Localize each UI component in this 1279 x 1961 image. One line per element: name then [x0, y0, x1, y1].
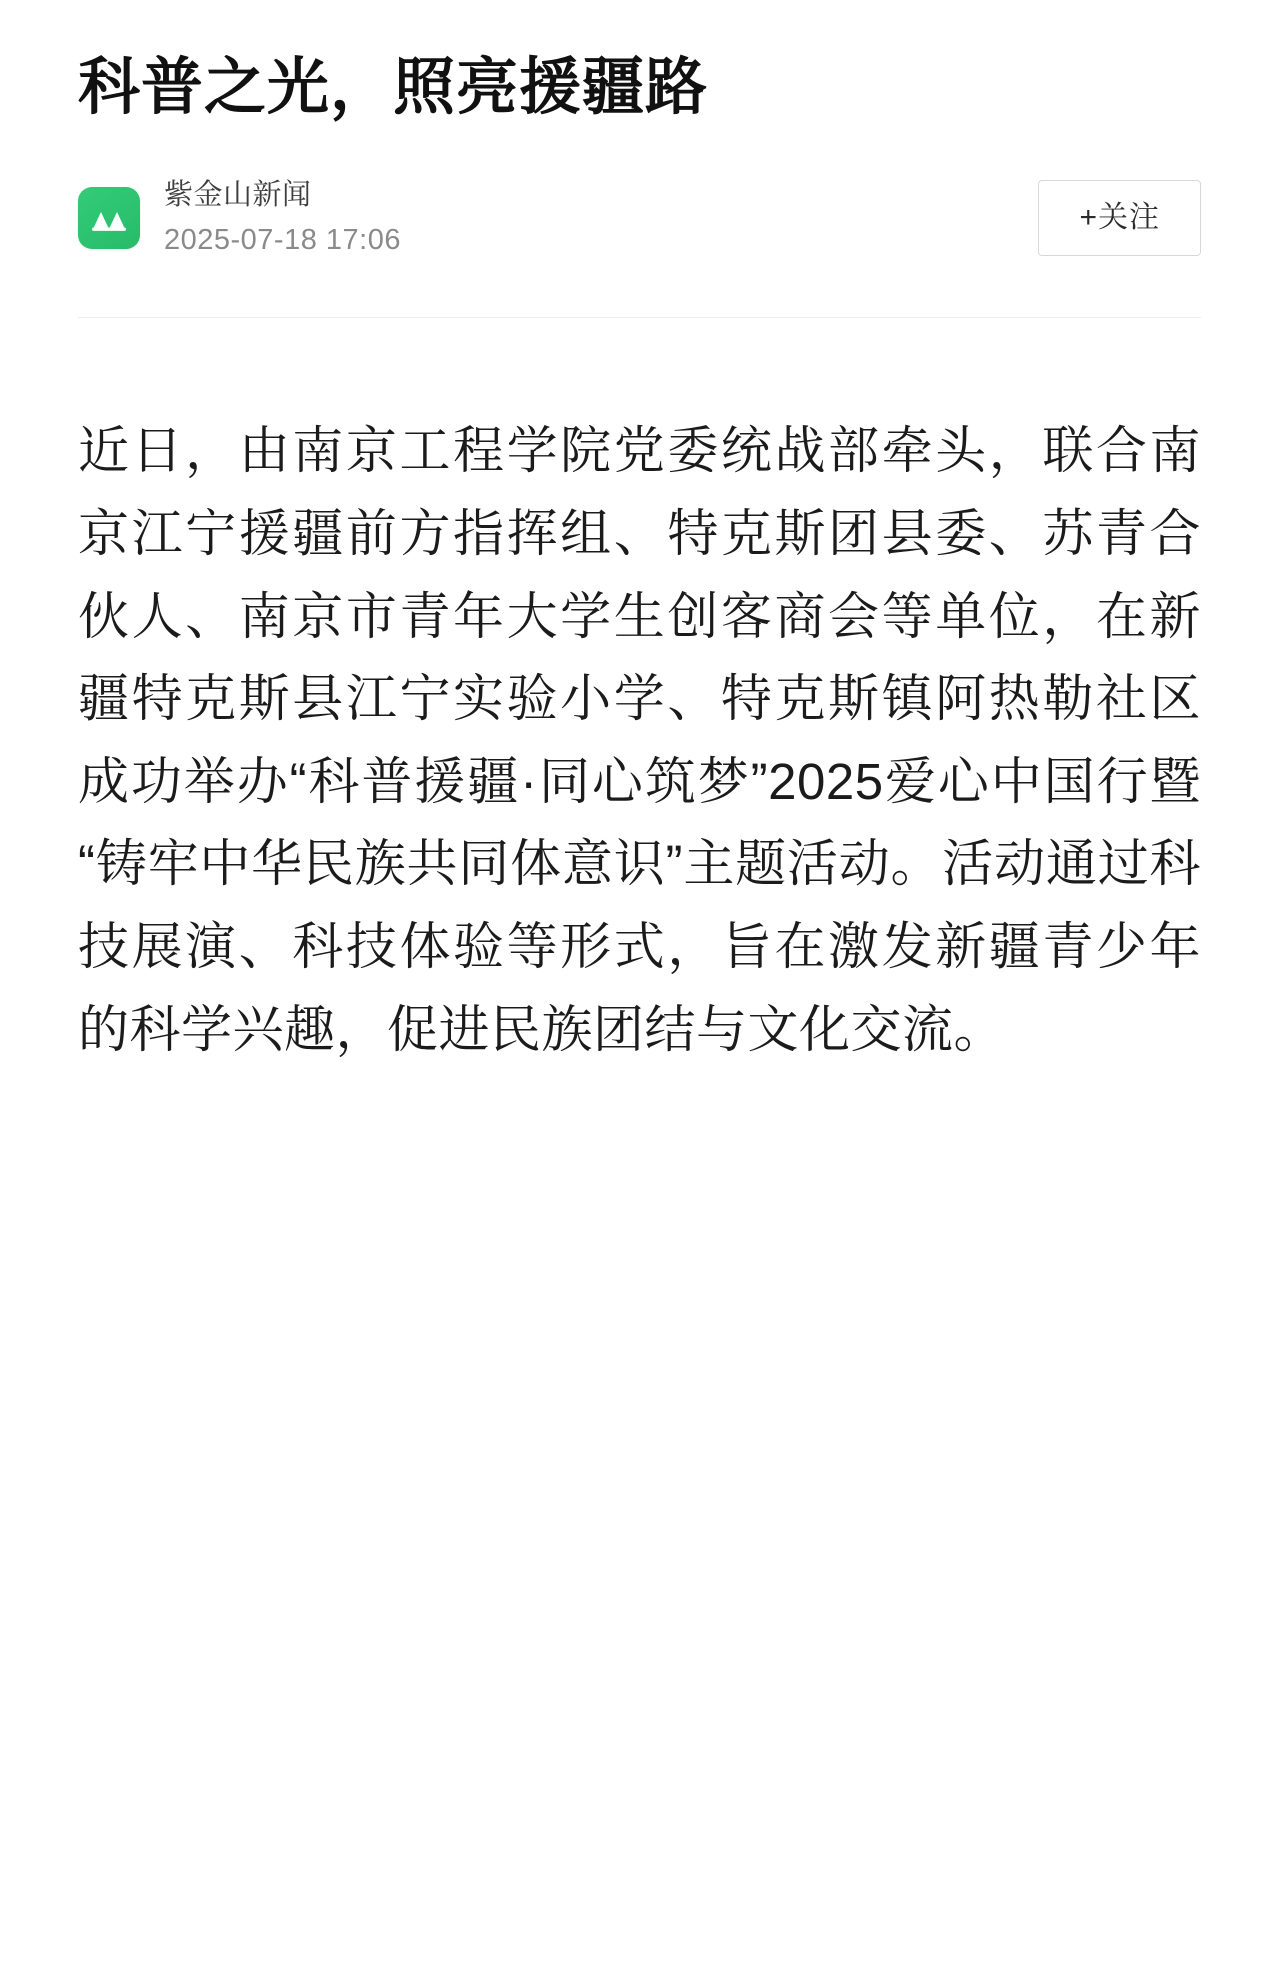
page-title: 科普之光，照亮援疆路 [78, 53, 709, 122]
source-name[interactable]: 紫金山新闻 [164, 179, 312, 212]
avatar[interactable] [78, 187, 140, 249]
byline-text [164, 176, 1018, 260]
article-body [78, 318, 1201, 1071]
follow-button[interactable]: +关注 [1038, 180, 1201, 256]
article-paragraph: 近日，由南京工程学院党委统战部牵头，联合南京江宁援疆前方指挥组、特克斯团县委、苏青合伙人、南京市青年大学生创客商会等单位，在新疆特克斯县江宁实验小学、特克斯镇阿热勒社区成功举办“科普援疆·同心筑梦”2025爱心中国行暨“铸牢中华民族共同体意识”主题活动。活动通过科技展演、科技体验等形式，旨在激发新疆青少年的科学兴趣，促进民族团结与文化交流。 [78, 422, 1201, 1058]
mountain-logo-icon [90, 203, 128, 233]
timestamp: 2025-07-18 17:06 [164, 224, 401, 257]
byline [78, 175, 1201, 261]
